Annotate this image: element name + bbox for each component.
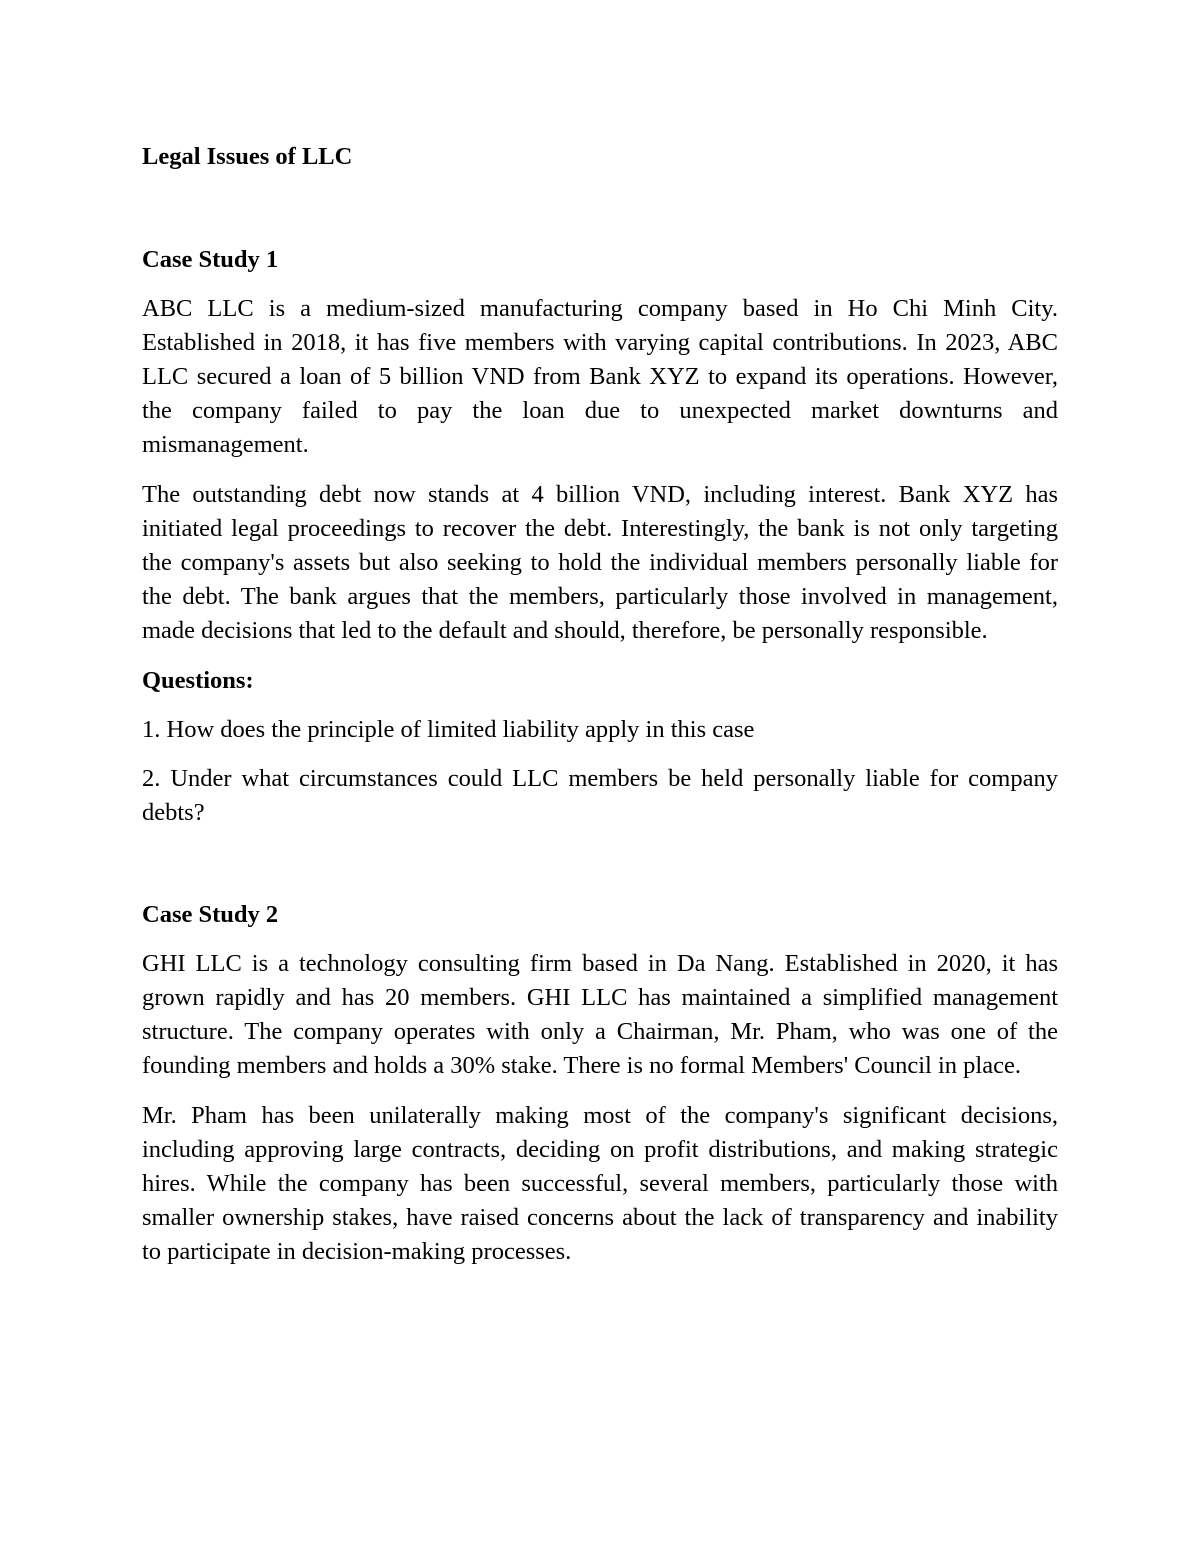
document-title: Legal Issues of LLC <box>142 143 353 170</box>
case-study-2-paragraph-2: Mr. Pham has been unilaterally making most of the company's significant decisions, including approving large contracts, deciding on profit distributions, and making strategic hires. While the company has been successful, several members, particularly those with smaller ownership stakes, have raised concerns about the lack of transparency and inability to participate in decision-making processes. <box>142 1102 1058 1265</box>
case-study-1-paragraph-2: The outstanding debt now stands at 4 billion VND, including interest. Bank XYZ has initiated legal proceedings to recover the debt. Interestingly, the bank is not only targeting the company's assets but also seeking to hold the individual members personally liable for the debt. The bank argues that the members, particularly those involved in management, made decisions that led to the default and should, therefore, be personally responsible. <box>142 481 1058 644</box>
case-study-1-paragraph-1: ABC LLC is a medium-sized manufacturing company based in Ho Chi Minh City. Established in 2018, it has five members with varying capital contributions. In 2023, ABC LLC secured a loan of 5 billion VND from Bank XYZ to expand its operations. However, the company failed to pay the loan due to unexpected market downturns and mismanagement. <box>142 295 1058 458</box>
question-2: 2. Under what circumstances could LLC members be held personally liable for company debts? <box>142 765 1058 826</box>
case-study-2-paragraph-1: GHI LLC is a technology consulting firm based in Da Nang. Established in 2020, it has grown rapidly and has 20 members. GHI LLC has maintained a simplified management structure. The company operates with only a Chairman, Mr. Pham, who was one of the founding members and holds a 30% stake. There is no formal Members' Council in place. <box>142 950 1058 1079</box>
questions-heading: Questions: <box>142 667 254 694</box>
question-1: 1. How does the principle of limited liability apply in this case <box>142 716 755 743</box>
case-study-1-heading: Case Study 1 <box>142 246 279 273</box>
document-body <box>142 140 1058 1269</box>
case-study-2-heading: Case Study 2 <box>142 901 279 928</box>
